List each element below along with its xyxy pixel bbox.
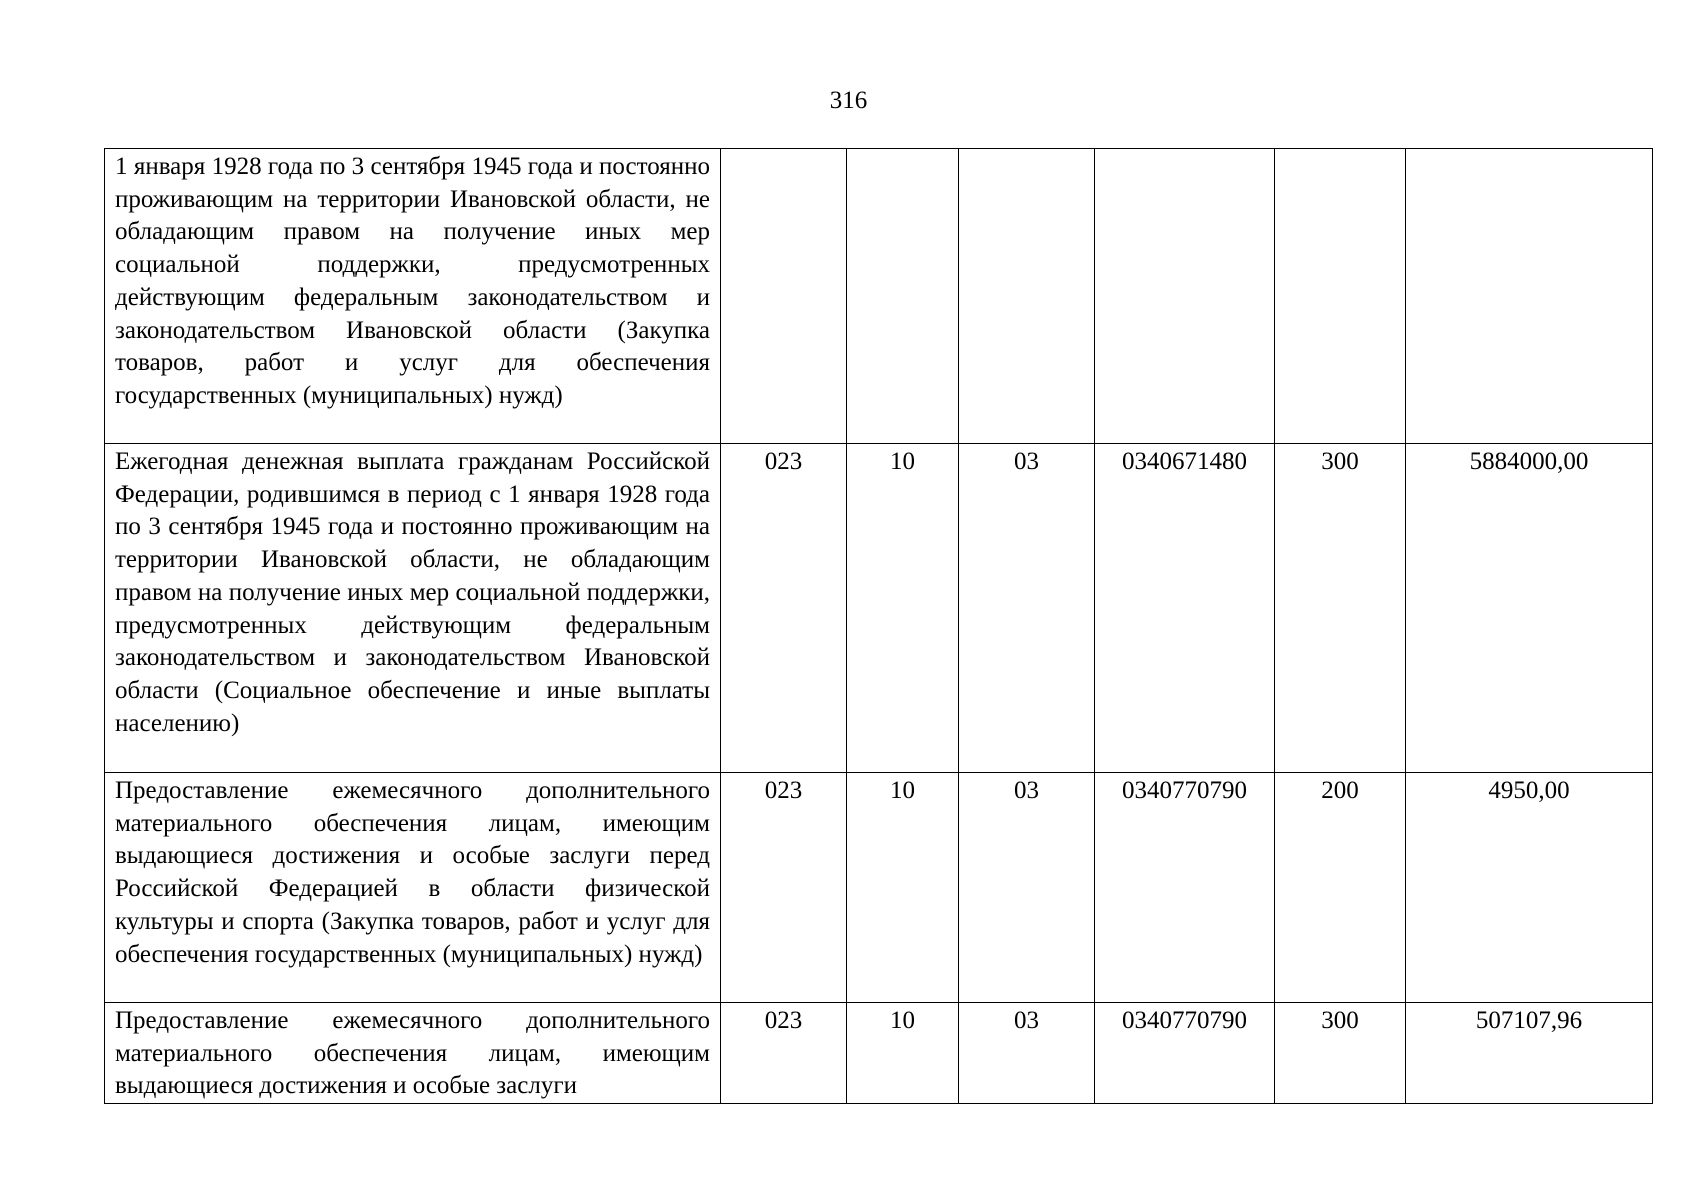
row-amount: 507107,96 <box>1406 1003 1653 1104</box>
row-grbs-code <box>721 149 847 444</box>
row-expense-type-code: 200 <box>1275 773 1406 1003</box>
row-section-code <box>847 149 959 444</box>
row-amount: 5884000,00 <box>1406 444 1653 773</box>
row-expense-type-code: 300 <box>1275 1003 1406 1104</box>
row-subsection-code <box>959 149 1095 444</box>
row-target-article-code: 0340770790 <box>1095 773 1275 1003</box>
table-row <box>105 773 1653 1003</box>
row-amount <box>1406 149 1653 444</box>
row-section-code: 10 <box>847 773 959 1003</box>
row-section-code: 10 <box>847 1003 959 1104</box>
row-target-article-code: 0340770790 <box>1095 1003 1275 1104</box>
row-target-article-code <box>1095 149 1275 444</box>
row-subsection-code: 03 <box>959 773 1095 1003</box>
row-expense-type-code: 300 <box>1275 444 1406 773</box>
row-description: Предоставление ежемесячного дополнительного материального обеспечения лицам, имеющим выдающиеся достижения и особые заслуги <box>105 1003 721 1104</box>
row-description: 1 января 1928 года по 3 сентября 1945 года и постоянно проживающим на территории Ивановской области, не обладающим правом на получение иных мер социальной поддержки, предусмотренных действующим федеральным законодательством и законодательством Ивановской области (Закупка товаров, работ и услуг для обеспечения государственных (муниципальных) нужд) <box>105 149 721 444</box>
row-amount: 4950,00 <box>1406 773 1653 1003</box>
table-row <box>105 149 1653 444</box>
row-subsection-code: 03 <box>959 1003 1095 1104</box>
row-description: Предоставление ежемесячного дополнительного материального обеспечения лицам, имеющим выдающиеся достижения и особые заслуги перед Российской Федерацией в области физической культуры и спорта (Закупка товаров, работ и услуг для обеспечения государственных (муниципальных) нужд) <box>105 773 721 1003</box>
table-row <box>105 1003 1653 1104</box>
budget-table <box>104 148 1653 1104</box>
row-description: Ежегодная денежная выплата гражданам Российской Федерации, родившимся в период с 1 января 1928 года по 3 сентября 1945 года и постоянно проживающим на территории Ивановской области, не обладающим правом на получение иных мер социальной поддержки, предусмотренных действующим федеральным законодательством и законодательством Ивановской области (Социальное обеспечение и иные выплаты населению) <box>105 444 721 773</box>
row-grbs-code: 023 <box>721 1003 847 1104</box>
page-number: 316 <box>829 87 868 114</box>
row-grbs-code: 023 <box>721 444 847 773</box>
row-expense-type-code <box>1275 149 1406 444</box>
row-grbs-code: 023 <box>721 773 847 1003</box>
row-section-code: 10 <box>847 444 959 773</box>
table-row <box>105 444 1653 773</box>
row-target-article-code: 0340671480 <box>1095 444 1275 773</box>
row-subsection-code: 03 <box>959 444 1095 773</box>
